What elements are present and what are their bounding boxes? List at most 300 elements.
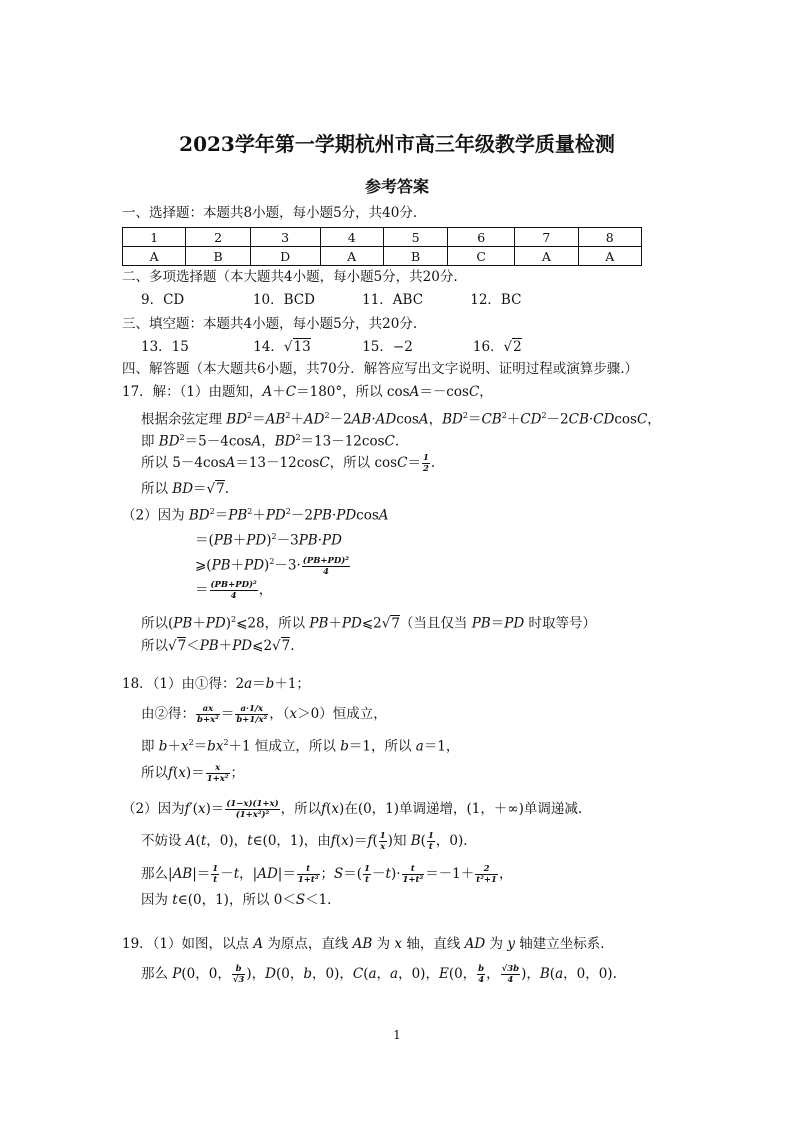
table-cell: 8 <box>578 228 641 247</box>
text-run: ＝ <box>220 706 235 722</box>
text-run: )， <box>246 966 266 982</box>
math-variable: A <box>225 455 236 471</box>
radicand: 7 <box>216 481 225 497</box>
text-run: －2 <box>546 411 569 428</box>
fraction <box>427 831 435 852</box>
fraction <box>211 864 219 885</box>
math-variable: t <box>385 866 391 882</box>
text-run: 轴建立坐标系. <box>514 936 605 952</box>
text-run: ＝－1＋ <box>425 866 475 882</box>
math-variable: A <box>251 433 262 450</box>
text-run: 所以( <box>141 615 174 632</box>
text-run: ， <box>258 582 273 598</box>
superscript: 2 <box>295 433 301 442</box>
superscript: 2 <box>223 738 229 747</box>
math-variable: x <box>394 936 403 952</box>
text-run: ； <box>230 765 245 781</box>
text-run: )＝ <box>185 765 205 781</box>
fraction <box>422 453 430 474</box>
square-root <box>504 338 522 355</box>
text-run: ( <box>173 765 179 781</box>
text-run: ＝ <box>252 676 266 692</box>
text-run: ＝( <box>343 866 363 882</box>
math-variable: PB·PD <box>312 507 357 524</box>
numerator: 1 <box>379 831 386 841</box>
text-run: ＝ <box>467 411 482 428</box>
text-run: ； <box>320 866 335 882</box>
numerator: (PB+PD)² <box>302 555 350 566</box>
math-variable: A <box>409 384 420 400</box>
text-run: 轴，直线 <box>402 936 465 952</box>
solution-line <box>141 734 459 756</box>
superscript: 2 <box>541 411 547 420</box>
section-heading <box>122 315 417 333</box>
section-heading <box>122 360 638 378</box>
text-run: 所以 5－4cos <box>141 455 226 471</box>
solution-line <box>141 429 399 451</box>
text-run: 由②得： <box>141 706 195 722</box>
text-run: 即 <box>141 433 159 450</box>
numerator: b <box>478 964 485 974</box>
text-run: ＋ <box>192 615 206 632</box>
text-run: 13．15 14． <box>141 339 284 355</box>
denominator: 1+x² <box>206 774 229 784</box>
math-variable: AD <box>303 411 325 428</box>
text-run: )＝ <box>205 801 225 817</box>
math-variable: C <box>468 384 480 400</box>
text-run: 因为 <box>141 892 173 908</box>
math-variable: PD <box>504 615 525 632</box>
text-run: (0，0， <box>181 966 231 982</box>
section-heading <box>122 268 458 286</box>
text-run: ＝( <box>195 532 214 549</box>
math-variable: C <box>285 384 297 400</box>
text-run: |＝ <box>277 866 296 882</box>
solution-line <box>122 675 310 693</box>
math-variable: a <box>244 676 253 692</box>
math-variable: t <box>172 892 178 908</box>
text-run: －3 <box>276 532 299 549</box>
text-run: 9．CD 10．BCD 11．ABC 12．BC <box>141 292 522 308</box>
text-run: ⩽2 <box>252 638 273 654</box>
superscript: 2 <box>269 557 275 566</box>
denominator: t <box>428 842 433 852</box>
radicand: 7 <box>281 638 291 654</box>
math-variable: PB <box>173 615 193 632</box>
math-variable: A <box>262 384 273 400</box>
text-run: ＋ <box>290 411 304 428</box>
math-variable: b <box>265 676 275 692</box>
square-root <box>207 480 225 497</box>
denominator: t <box>365 875 369 885</box>
fraction <box>235 704 268 725</box>
math-variable: x <box>341 833 349 849</box>
denominator: x <box>380 842 386 852</box>
numerator: t <box>297 864 320 875</box>
square-root <box>168 637 186 654</box>
text-run: 18．（1）由①得：2 <box>122 676 245 692</box>
text-run: ＝5－4cos <box>184 433 252 450</box>
superscript: 2 <box>247 411 253 420</box>
radicand: 13 <box>293 339 311 355</box>
math-variable: PB <box>228 507 248 524</box>
math-variable: AB·AD <box>351 411 397 428</box>
denominator: t²+1 <box>476 875 497 885</box>
text-run: ( <box>195 833 201 849</box>
text-run: ，所以 <box>280 801 322 817</box>
table-cell: B <box>383 247 447 266</box>
math-variable: x <box>331 801 340 817</box>
text-run: ＝ <box>214 507 229 524</box>
text-run: ＝－cos <box>419 384 469 400</box>
denominator: 1+t² <box>297 875 319 885</box>
table-cell: C <box>448 247 515 266</box>
solution-line <box>195 580 272 601</box>
text-run: ，0)， <box>398 966 439 982</box>
text-run: ＋ <box>506 411 521 428</box>
numerator: 1 <box>212 864 219 874</box>
radical-sign: √ <box>283 339 293 355</box>
superscript: 2 <box>179 433 185 442</box>
math-variable: a <box>555 966 564 982</box>
denominator: t <box>213 875 218 885</box>
math-variable: CB <box>481 411 502 428</box>
text-run: )· <box>390 866 401 882</box>
table-cell: 4 <box>320 228 383 247</box>
math-variable: f <box>321 801 327 817</box>
text-run: ，| <box>239 866 258 882</box>
math-variable: x <box>178 765 186 781</box>
math-variable: bx <box>207 738 224 755</box>
text-run: ＝13－12cos <box>300 433 385 450</box>
numerator: b <box>232 964 246 975</box>
superscript: 2 <box>462 411 468 420</box>
solution-line <box>141 864 512 885</box>
text-run: －2 <box>329 411 352 428</box>
text-run: 为 <box>485 936 508 952</box>
math-variable: b <box>158 738 168 755</box>
denominator: √3 <box>232 975 245 985</box>
table-cell: B <box>186 247 250 266</box>
text-run: ＋ <box>252 507 266 524</box>
math-variable: x <box>180 738 189 755</box>
text-run: ∈(0，1)，由 <box>252 833 331 849</box>
text-run: ，0)， <box>206 833 248 849</box>
fraction <box>475 864 498 885</box>
square-root <box>272 637 290 654</box>
text-run: 15．−2 16． <box>310 339 504 355</box>
text-run: 二、多项选择题（本大题共4小题，每小题5分，共20分. <box>122 269 458 285</box>
numerator: 2 <box>475 864 498 875</box>
math-variable: CB·CD <box>568 411 615 428</box>
math-variable: t <box>247 833 253 849</box>
text-run: ＋ <box>218 638 233 654</box>
denominator: 2 <box>422 464 429 474</box>
text-run: )＝ <box>348 833 368 849</box>
text-run: ＋ <box>167 738 181 755</box>
math-variable: PB <box>471 615 491 632</box>
superscript: 2 <box>247 507 253 516</box>
text-run: ＞0）恒成立， <box>297 706 387 722</box>
table-answer-row <box>123 247 642 266</box>
section-heading <box>122 204 417 222</box>
math-variable: A <box>253 936 264 952</box>
math-variable: f <box>184 801 190 817</box>
math-variable: CD <box>520 411 542 428</box>
superscript: 2 <box>285 411 291 420</box>
text-run: ) <box>225 615 231 632</box>
solution-line <box>195 553 351 577</box>
math-variable: x <box>289 706 298 722</box>
math-variable: C <box>319 455 330 471</box>
text-run: ＝ <box>195 582 209 598</box>
text-run: ＋ <box>232 532 247 549</box>
text-run: ( <box>549 966 556 982</box>
answer-line <box>141 338 522 356</box>
text-run: 17．解：（1）由题知， <box>122 384 263 400</box>
text-run: ＜ <box>186 638 200 654</box>
text-run: ， <box>486 966 500 982</box>
text-run: ＋1 恒成立，所以 <box>228 738 341 755</box>
math-variable: S <box>295 892 306 908</box>
math-variable: A <box>185 833 196 849</box>
math-variable: BD <box>158 433 180 450</box>
numerator: (PB+PD)² <box>210 580 257 590</box>
solution-line <box>141 637 295 655</box>
math-variable: a <box>415 738 424 755</box>
math-variable: BD <box>172 481 194 497</box>
math-variable: PB <box>199 638 219 654</box>
solution-line <box>141 763 244 784</box>
fraction <box>363 864 371 885</box>
text-run: (0， <box>275 966 304 982</box>
numerator: (1−x)(1+x) <box>226 799 279 809</box>
denominator: 4 <box>507 975 514 985</box>
solution-line <box>122 503 389 525</box>
numerator: 1 <box>427 831 434 841</box>
document-subtitle: 参考答案 <box>364 177 429 196</box>
solution-line <box>141 611 596 633</box>
table-cell: 7 <box>515 228 578 247</box>
text-run: ( <box>363 966 369 982</box>
text-run: )， <box>521 966 540 982</box>
superscript: 2 <box>324 411 330 420</box>
text-run: － <box>220 866 234 882</box>
text-run: ＋ <box>272 384 286 400</box>
table-cell: 5 <box>383 228 447 247</box>
math-variable: B <box>410 833 421 849</box>
fraction <box>297 864 320 885</box>
math-variable: AD <box>464 936 486 952</box>
table-cell: 6 <box>448 228 515 247</box>
text-run: 根据余弦定理 <box>141 411 227 428</box>
table-cell: A <box>320 247 383 266</box>
text-run: ， <box>498 866 513 882</box>
text-run: ＋ <box>328 615 342 632</box>
denominator: 1+t² <box>402 875 424 885</box>
math-variable: b <box>303 966 312 982</box>
text-run: ，（ <box>269 706 290 722</box>
solution-line <box>141 453 435 474</box>
math-variable: x <box>197 801 206 817</box>
text-run: （当且仅当 <box>399 615 472 632</box>
superscript: 2 <box>209 507 215 516</box>
denominator: b+x² <box>197 715 219 725</box>
text-run: 所以 <box>141 481 173 497</box>
text-run: －2 <box>290 507 313 524</box>
superscript: 2 <box>271 532 277 541</box>
text-run: －3· <box>274 557 301 574</box>
fraction <box>402 864 425 885</box>
math-variable: PB <box>213 532 233 549</box>
text-run: ＝ <box>193 738 208 755</box>
radical-sign: √ <box>381 615 391 632</box>
math-variable: BD <box>226 411 248 428</box>
math-variable: y <box>507 936 515 952</box>
square-root <box>382 615 400 632</box>
solution-line <box>122 383 493 401</box>
radical-sign: √ <box>503 339 513 355</box>
math-variable: P <box>172 966 182 982</box>
denominator: 4 <box>478 975 485 985</box>
math-variable: E <box>438 966 449 982</box>
text-run: cos <box>356 507 379 524</box>
math-variable: D <box>265 966 276 982</box>
fraction <box>501 964 520 985</box>
text-run: 四、解答题（本大题共6小题，共70分．解答应写出文字说明、证明过程或演算步骤.） <box>122 361 639 377</box>
radical-sign: √ <box>206 481 216 497</box>
answer-table <box>122 227 642 266</box>
text-run: ， <box>428 411 443 428</box>
fraction <box>206 763 230 784</box>
superscript: 2 <box>285 507 291 516</box>
radicand: 2 <box>513 339 522 355</box>
text-run: ，0，0). <box>563 966 617 982</box>
text-run: 所以 <box>141 638 168 654</box>
text-run: ，0)， <box>311 966 353 982</box>
numerator: 1 <box>364 864 370 874</box>
math-variable: t <box>200 833 207 849</box>
text-run: ∈(0，1)，所以 0＜ <box>177 892 296 908</box>
solution-line <box>122 935 605 953</box>
math-variable: PD <box>205 615 226 632</box>
table-header-row <box>123 228 642 247</box>
denominator: b+1/x² <box>236 715 268 725</box>
text-run: ＝ <box>407 455 421 471</box>
solution-line <box>122 799 582 820</box>
text-run: )知 <box>387 833 411 849</box>
text-run: ＝ <box>490 615 505 632</box>
text-run: ( <box>335 833 342 849</box>
math-variable: C <box>397 455 408 471</box>
denominator: 4 <box>230 591 237 601</box>
text-run: 所以 <box>141 765 168 781</box>
text-run: )在(0，1)单调递增，(1，＋∞)单调递减. <box>339 801 583 817</box>
text-run: . <box>224 481 230 497</box>
solution-line <box>195 528 342 550</box>
radicand: 7 <box>391 615 400 632</box>
text-run: （2）因为 <box>122 507 189 524</box>
math-variable: f <box>367 833 373 849</box>
fraction <box>210 580 258 601</box>
text-run: ＋1； <box>274 676 310 692</box>
numerator: t <box>402 864 425 875</box>
text-run: ＝1，所以 <box>348 738 416 755</box>
solution-line <box>141 964 617 985</box>
math-variable: a <box>390 966 399 982</box>
text-run: 一、选择题：本题共8小题，每小题5分，共40分. <box>122 205 418 221</box>
text-run: ＝180°，所以 cos <box>296 384 410 400</box>
text-run: 即 <box>141 738 159 755</box>
math-variable: A <box>378 507 389 524</box>
text-run: ′( <box>189 801 198 817</box>
text-run: . <box>290 638 295 654</box>
math-variable: PB·PD <box>298 532 342 549</box>
text-run: 19．（1）如图，以点 <box>122 936 254 952</box>
table-cell: A <box>123 247 186 266</box>
denominator: 4 <box>322 566 329 577</box>
math-variable: AB <box>265 411 286 428</box>
text-run: cos <box>614 411 637 428</box>
table-cell: A <box>515 247 578 266</box>
text-run: ( <box>420 833 426 849</box>
math-variable: BD <box>188 507 210 524</box>
fraction <box>477 964 485 985</box>
denominator: (1+x²)² <box>235 810 270 820</box>
fraction <box>232 964 246 985</box>
solution-line <box>141 480 229 498</box>
math-variable: f <box>330 833 336 849</box>
text-run: （2）因为 <box>122 801 185 817</box>
text-run: ⩾( <box>195 557 212 574</box>
text-run: ⩽28，所以 <box>236 615 310 632</box>
radicand: 7 <box>177 638 187 654</box>
text-run: ＝13－12cos <box>235 455 320 471</box>
fraction <box>196 704 220 725</box>
text-run: ) <box>266 532 272 549</box>
math-variable: C <box>636 411 648 428</box>
math-variable: f <box>168 765 173 781</box>
numerator: ax <box>196 704 220 715</box>
math-variable: A <box>418 411 429 428</box>
text-run: ， <box>376 966 391 982</box>
solution-line <box>141 831 468 852</box>
table-cell: 3 <box>250 228 320 247</box>
superscript: 2 <box>231 615 237 624</box>
math-variable: PD <box>232 638 253 654</box>
fraction <box>302 556 350 577</box>
text-run: ＝ <box>252 411 266 428</box>
text-run: 为原点，直线 <box>263 936 353 952</box>
page-number: 1 <box>393 1028 401 1042</box>
text-run: ) <box>264 557 270 574</box>
table-cell: A <box>578 247 641 266</box>
solution-line <box>141 891 331 909</box>
radical-sign: √ <box>168 638 177 654</box>
math-variable: AD <box>257 866 278 882</box>
math-variable: t <box>233 866 240 882</box>
text-run: － <box>372 866 386 882</box>
numerator: x <box>206 763 230 774</box>
math-variable: B <box>539 966 550 982</box>
text-run: 为 <box>372 936 395 952</box>
text-run: ⩽2 <box>361 615 382 632</box>
math-variable: BD <box>274 433 296 450</box>
text-run: ， <box>479 384 493 400</box>
math-variable: PD <box>244 557 265 574</box>
table-cell: D <box>250 247 320 266</box>
superscript: 2 <box>501 411 507 420</box>
